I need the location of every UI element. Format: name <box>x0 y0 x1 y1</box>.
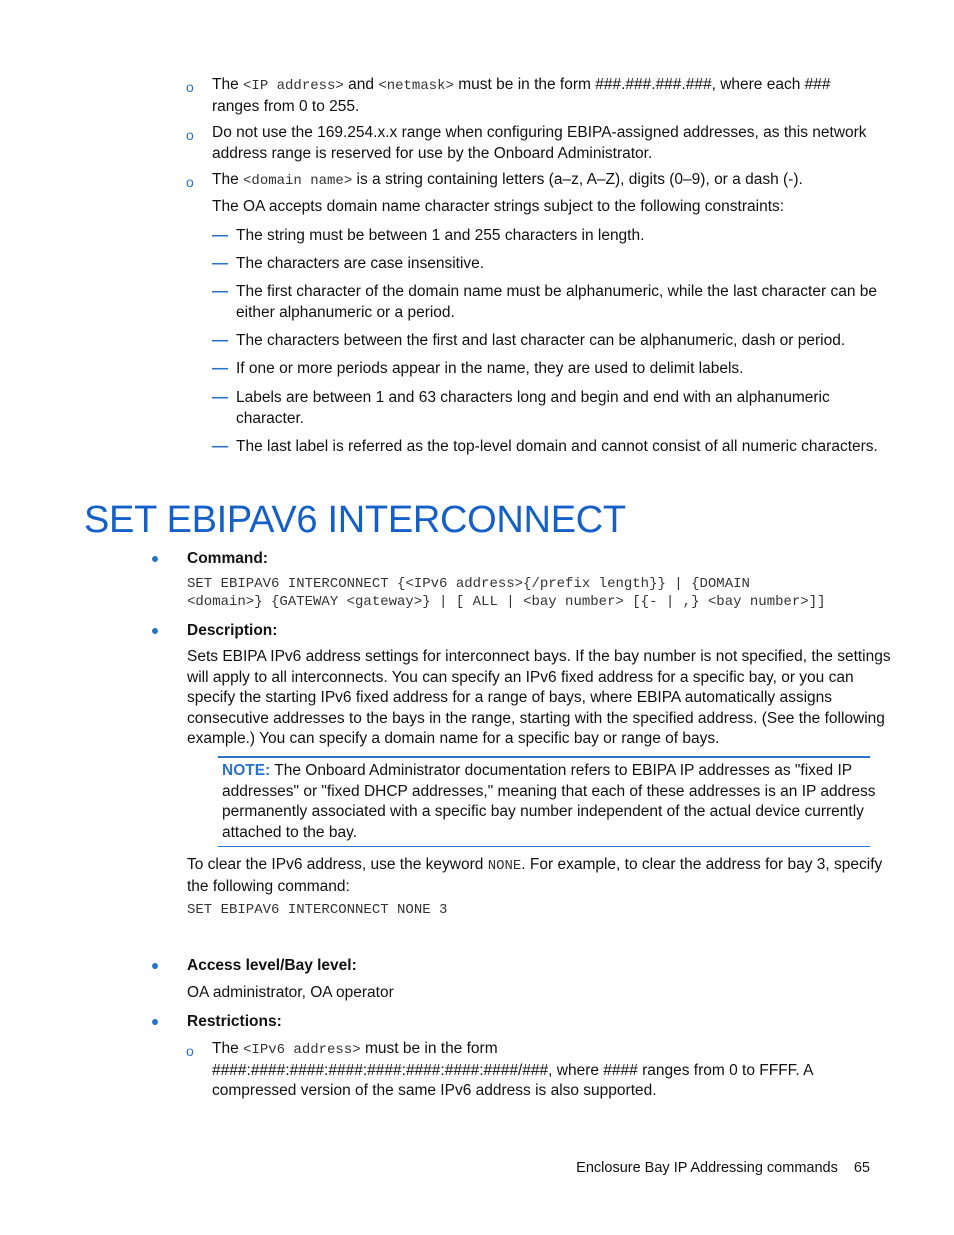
constraint-middle-chars: The characters between the first and last character can be alphanumeric, dash or period. <box>236 332 846 349</box>
constraint-first-last-char: The first character of the domain name must be alphanumeric, while the last character can be either alphanumeric or a period. <box>236 283 877 321</box>
bullet-dot <box>152 556 158 562</box>
note-top-rule <box>218 756 870 758</box>
constraint-length: The string must be between 1 and 255 characters in length. <box>236 227 645 244</box>
footer-text: Enclosure Bay IP Addressing commands <box>576 1160 838 1176</box>
code-netmask: <netmask> <box>378 78 454 94</box>
list-bullet: o <box>186 79 194 95</box>
access-level-label: Access level/Bay level: <box>187 957 357 974</box>
constraint-case: The characters are case insensitive. <box>236 255 485 272</box>
restriction-ipv6-format: The <IPv6 address> must be in the form ####:####:####:####:####:####:####:####/###, where #### ranges from 0 to FFFF. A compressed version of the same IPv6 address is also supported. <box>212 1040 814 1099</box>
bullet-dot <box>152 1019 158 1025</box>
description-text: Sets EBIPA IPv6 address settings for interconnect bays. If the bay number is not specified, the settings will apply to all interconnects. You can specify an IPv6 fixed address for a specific bay, or you can specify the starting IPv6 fixed address for a range of bays, where EBIPA automatically assigns consecutive addresses to the bays in the range, starting with the specified address. (See the following example.) You can specify a domain name for a specific bay or range of bays. <box>187 648 891 747</box>
restriction-link-local: Do not use the 169.254.x.x range when configuring EBIPA-assigned addresses, as this network address range is reserved for use by the Onboard Administrator. <box>212 124 867 162</box>
description-label: Description: <box>187 622 278 639</box>
command-syntax: SET EBIPAV6 INTERCONNECT {<IPv6 address>{/prefix length}} | {DOMAIN <domain>} {GATEWAY <gateway>} | [ ALL | <bay number> [{- | ,} <bay number>]] <box>187 576 826 610</box>
restrictions-label: Restrictions: <box>187 1013 282 1030</box>
code-none: NONE <box>487 858 522 874</box>
page-number: 65 <box>853 1160 870 1176</box>
constraints-intro: The OA accepts domain name character strings subject to the following constraints: <box>212 198 785 215</box>
clear-example-command: SET EBIPAV6 INTERCONNECT NONE 3 <box>187 902 448 918</box>
section-title: SET EBIPAV6 INTERCONNECT <box>84 499 626 541</box>
restriction-domain-name: The <domain name> is a string containing letters (a–z, A–Z), digits (0–9), or a dash (-). <box>212 171 803 189</box>
note-label: NOTE: <box>222 762 271 779</box>
page-footer <box>576 1158 870 1179</box>
dash-bullet: — <box>212 438 228 455</box>
access-level-value: OA administrator, OA operator <box>187 984 394 1001</box>
list-bullet: o <box>186 127 194 143</box>
clear-instructions: To clear the IPv6 address, use the keyword NONE. For example, to clear the address for bay 3, specify the following command: <box>187 856 883 895</box>
dash-bullet: — <box>212 389 228 406</box>
code-ipv6-address: <IPv6 address> <box>243 1042 361 1058</box>
note-box: NOTE: The Onboard Administrator documentation refers to EBIPA IP addresses as "fixed IP addresses" or "fixed DHCP addresses," meaning that each of these addresses is an IP address permanently associated with a specific bay number independent of the actual device currently attached to the bay. <box>222 762 876 841</box>
dash-bullet: — <box>212 255 228 272</box>
code-ip-address: <IP address> <box>243 78 344 94</box>
restriction-ip-netmask: The <IP address> and <netmask> must be in the form ###.###.###.###, where each ### ranges from 0 to 255. <box>212 76 831 115</box>
list-bullet: o <box>186 174 194 190</box>
note-bottom-rule <box>218 846 870 847</box>
bullet-dot <box>152 628 158 634</box>
constraint-label-length: Labels are between 1 and 63 characters long and begin and end with an alphanumeric character. <box>236 389 830 427</box>
code-domain-name: <domain name> <box>243 173 353 189</box>
dash-bullet: — <box>212 227 228 244</box>
dash-bullet: — <box>212 332 228 349</box>
dash-bullet: — <box>212 283 228 300</box>
dash-bullet: — <box>212 360 228 377</box>
list-bullet: o <box>186 1043 194 1059</box>
constraint-periods: If one or more periods appear in the name, they are used to delimit labels. <box>236 360 744 377</box>
bullet-dot <box>152 963 158 969</box>
constraint-top-level-domain: The last label is referred as the top-level domain and cannot consist of all numeric characters. <box>236 438 878 455</box>
command-label: Command: <box>187 550 268 567</box>
